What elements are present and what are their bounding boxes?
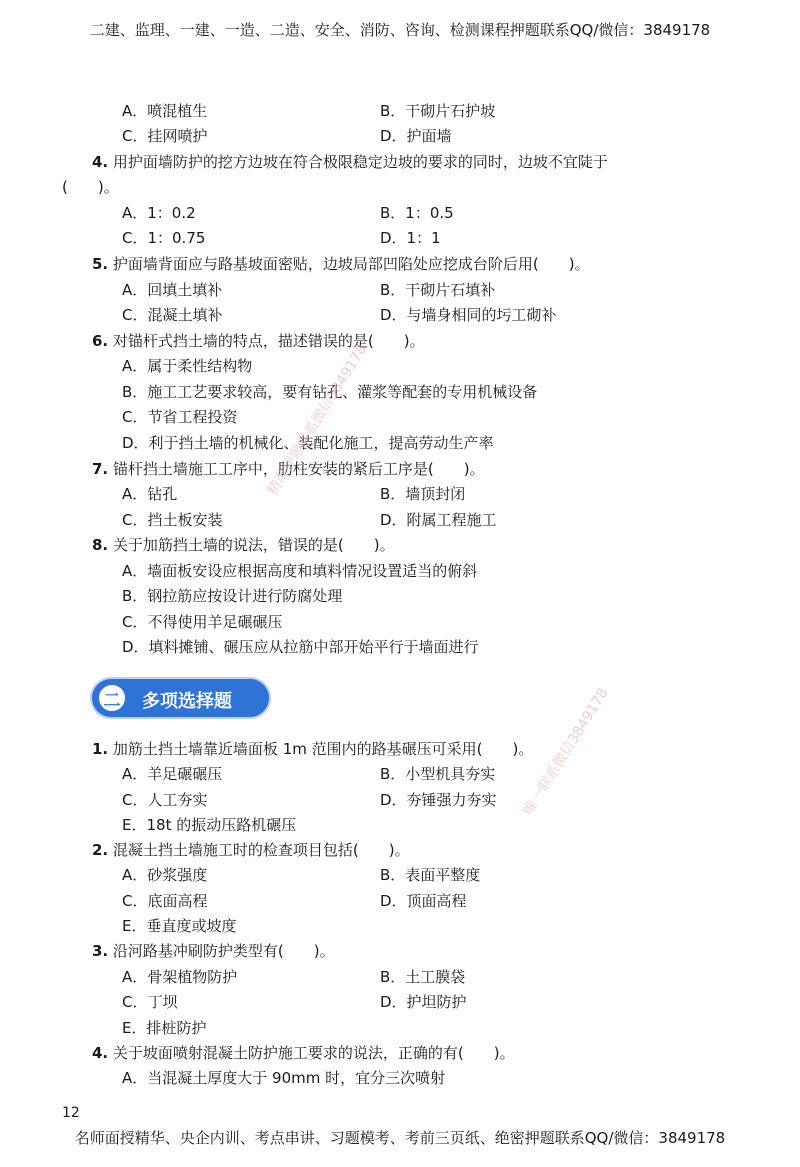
sc-q6-option-c: C．节省工程投资: [122, 408, 238, 426]
section-number-badge: [97, 683, 127, 713]
mc-q4-stem-text: 关于坡面喷射混凝土防护施工要求的说法，正确的有( )。: [112, 1044, 515, 1062]
mc-q2-stem-text: 混凝土挡土墙施工时的检查项目包括( )。: [112, 841, 410, 859]
mc-q2-stem: [92, 840, 410, 860]
sc-q7-option-d: D．附属工程施工: [380, 511, 497, 529]
sc-q4-stem: [92, 152, 608, 172]
sc-q5-stem: [92, 254, 590, 274]
sc-q4-option-c: C．1：0.75: [122, 229, 206, 247]
sc-q8-option-b: B．钢拉筋应按设计进行防腐处理: [122, 587, 343, 605]
mc-q2-option-b: B．表面平整度: [380, 866, 481, 884]
sc-q3-option-c: C．挂网喷护: [122, 127, 208, 145]
sc-q6-option-d: D．利于挡土墙的机械化、装配化施工，提高劳动生产率: [122, 434, 494, 452]
mc-q3-option-e: E．排桩防护: [122, 1019, 207, 1037]
sc-q6-option-a: A．属于柔性结构物: [122, 357, 253, 375]
mc-q1-stem: [92, 739, 533, 759]
sc-q4-stem-line2: ( )。: [62, 178, 119, 196]
mc-q4-option-a: A．当混凝土厚度大于 90mm 时，宜分三次喷射: [122, 1069, 446, 1087]
sc-q4-option-b: B．1：0.5: [380, 204, 454, 222]
sc-q8-stem-text: 关于加筋挡土墙的说法，错误的是( )。: [112, 536, 395, 554]
sc-q5-option-a: A．回填土填补: [122, 281, 223, 299]
sc-q4-stem-text: 用护面墙防护的挖方边坡在符合极限稳定边坡的要求的同时，边坡不宜陡于: [112, 153, 608, 171]
sc-q4-number: 4.: [92, 153, 109, 171]
mc-q1-option-a: A．羊足碾碾压: [122, 765, 223, 783]
sc-q6-number: 6.: [92, 332, 109, 350]
watermark-text: 精准押题联系微信3849178: [264, 341, 371, 499]
sc-q7-number: 7.: [92, 460, 109, 478]
mc-q2-option-e: E．垂直度或坡度: [122, 917, 237, 935]
sc-q8-option-c: C．不得使用羊足碾碾压: [122, 613, 283, 631]
mc-q3-number: 3.: [92, 942, 109, 960]
section-heading-multiple-choice: [92, 679, 269, 717]
sc-q4-option-a: A．1：0.2: [122, 204, 196, 222]
sc-q8-option-d: D．填料摊铺、碾压应从拉筋中部开始平行于墙面进行: [122, 638, 479, 656]
mc-q2-option-c: C．底面高程: [122, 892, 208, 910]
sc-q3-option-d: D．护面墙: [380, 127, 452, 145]
mc-q3-option-a: A．骨架植物防护: [122, 968, 238, 986]
watermark-text: 唯一联系微信3849178: [520, 685, 612, 819]
sc-q3-option-b: B．干砌片石护坡: [380, 102, 496, 120]
sc-q5-option-d: D．与墙身相同的圬工砌补: [380, 306, 557, 324]
mc-q2-option-d: D．顶面高程: [380, 892, 467, 910]
mc-q2-number: 2.: [92, 841, 109, 859]
mc-q4-stem: [92, 1043, 515, 1063]
page-number: 12: [62, 1105, 80, 1121]
mc-q1-number: 1.: [92, 740, 109, 758]
mc-q3-option-b: B．土工膜袋: [380, 968, 466, 986]
mc-q2-option-a: A．砂浆强度: [122, 866, 208, 884]
section-number-text: 二: [103, 690, 121, 711]
mc-q1-option-d: D．夯锤强力夯实: [380, 791, 497, 809]
sc-q5-option-b: B．干砌片石填补: [380, 281, 496, 299]
mc-q1-stem-text: 加筋土挡土墙靠近墙面板 1m 范围内的路基碾压可采用( )。: [112, 740, 534, 758]
sc-q7-option-c: C．挡土板安装: [122, 511, 223, 529]
page-header-ad: 二建、监理、一建、一造、二造、安全、消防、咨询、检测课程押题联系QQ/微信：3849178: [89, 21, 711, 39]
sc-q7-stem-text: 锚杆挡土墙施工工序中，肋柱安装的紧后工序是( )。: [112, 460, 485, 478]
sc-q7-option-a: A．钻孔: [122, 485, 178, 503]
mc-q1-option-b: B．小型机具夯实: [380, 765, 496, 783]
sc-q5-option-c: C．混凝土填补: [122, 306, 223, 324]
sc-q3-option-a: A．喷混植生: [122, 102, 208, 120]
sc-q6-stem-text: 对锚杆式挡土墙的特点，描述错误的是( )。: [112, 332, 425, 350]
mc-q3-option-c: C．丁坝: [122, 993, 178, 1011]
sc-q8-number: 8.: [92, 536, 109, 554]
sc-q8-option-a: A．墙面板安设应根据高度和填料情况设置适当的俯斜: [122, 562, 478, 580]
mc-q4-number: 4.: [92, 1044, 109, 1062]
sc-q5-stem-text: 护面墙背面应与路基坡面密贴，边坡局部凹陷处应挖成台阶后用( )。: [112, 255, 590, 273]
mc-q1-option-c: C．人工夯实: [122, 791, 208, 809]
mc-q3-option-d: D．护坦防护: [380, 993, 467, 1011]
sc-q6-option-b: B．施工工艺要求较高，要有钻孔、灌浆等配套的专用机械设备: [122, 383, 538, 401]
section-title: 多项选择题: [142, 691, 232, 712]
mc-q3-stem-text: 沿河路基冲刷防护类型有( )。: [112, 942, 335, 960]
sc-q8-stem: [92, 535, 395, 555]
mc-q3-stem: [92, 941, 335, 961]
sc-q4-option-d: D．1：1: [380, 229, 441, 247]
sc-q6-stem: [92, 331, 425, 351]
sc-q5-number: 5.: [92, 255, 109, 273]
sc-q7-option-b: B．墙顶封闭: [380, 485, 466, 503]
mc-q1-option-e: E．18t 的振动压路机碾压: [122, 816, 297, 834]
page-footer-ad: 名师面授精华、央企内训、考点串讲、习题模考、考前三页纸、绝密押题联系QQ/微信：3849178: [74, 1129, 726, 1147]
